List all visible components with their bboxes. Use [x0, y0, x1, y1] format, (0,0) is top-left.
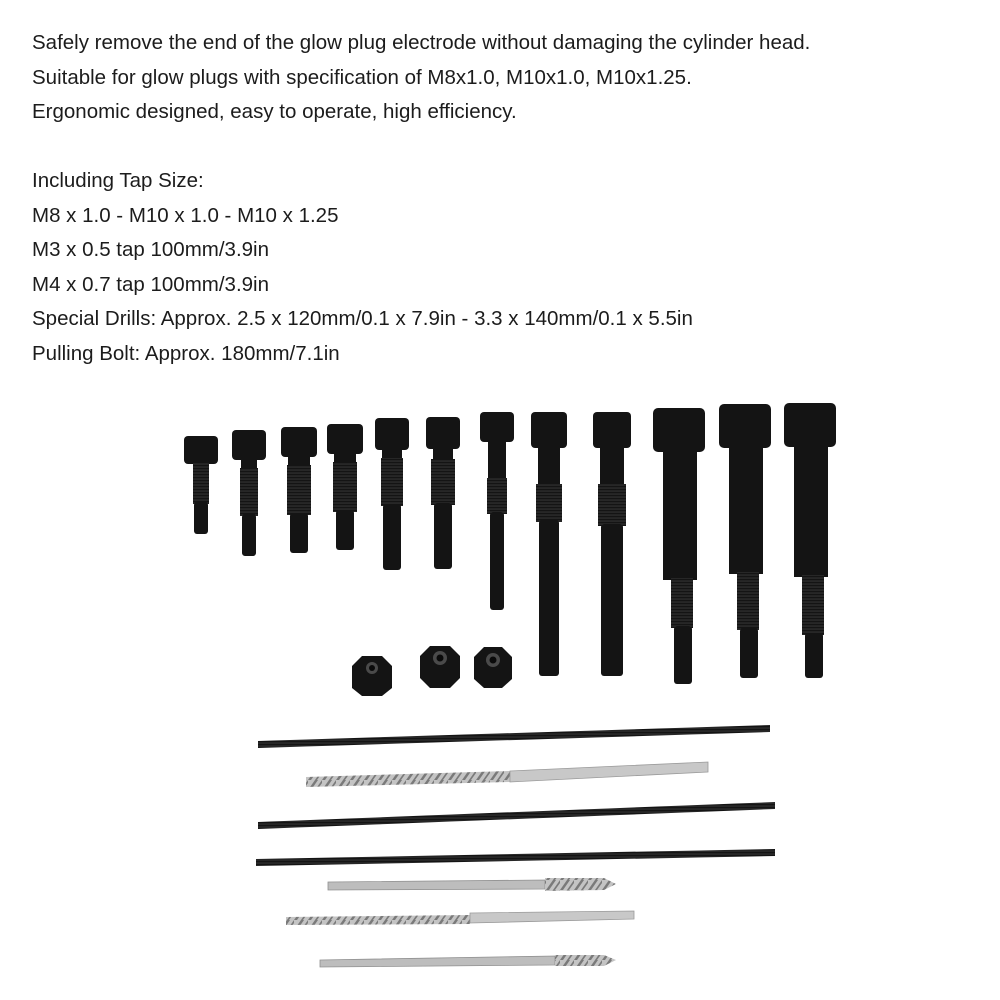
- extractor-bolt: [232, 430, 266, 556]
- description-line: Safely remove the end of the glow plug electrode without damaging the cylinder head.: [32, 31, 811, 54]
- pulling-bolt: [653, 408, 705, 684]
- spec-line: Special Drills: Approx. 2.5 x 120mm/0.1 x 7.9in - 3.3 x 140mm/0.1 x 5.5in: [32, 307, 693, 330]
- threaded-rod: [258, 802, 775, 829]
- product-description: [32, 26, 982, 371]
- threaded-rod: [258, 725, 770, 748]
- special-drill: [286, 911, 634, 925]
- extractor-bolt: [327, 424, 363, 550]
- extractor-bolt: [531, 412, 567, 676]
- tap: [328, 878, 616, 891]
- hex-nut: [474, 647, 512, 688]
- threaded-rod: [256, 849, 775, 866]
- spec-line: M8 x 1.0 - M10 x 1.0 - M10 x 1.25: [32, 203, 339, 227]
- specs-heading: Including Tap Size:: [32, 169, 204, 192]
- extractor-bolt: [593, 412, 631, 676]
- extractor-bolt: [480, 412, 514, 610]
- extractor-bolt: [426, 417, 460, 569]
- pulling-bolt: [784, 403, 836, 678]
- hex-nut: [352, 656, 392, 696]
- extractor-bolt: [375, 418, 409, 570]
- extractor-bolt: [281, 427, 317, 553]
- description-line: Suitable for glow plugs with specification of M8x1.0, M10x1.0, M10x1.25.: [32, 65, 692, 89]
- special-drill: [306, 762, 708, 787]
- hex-nut: [420, 646, 460, 688]
- spec-line: M4 x 0.7 tap 100mm/3.9in: [32, 272, 270, 296]
- spec-line: Pulling Bolt: Approx. 180mm/7.1in: [32, 341, 340, 365]
- tap: [320, 955, 616, 967]
- spec-line: M3 x 0.5 tap 100mm/3.9in: [32, 238, 270, 261]
- extractor-bolt: [184, 436, 218, 534]
- spacer: [32, 130, 982, 165]
- tool-kit-photo: [0, 380, 1000, 1000]
- pulling-bolt: [719, 404, 771, 678]
- description-line: Ergonomic designed, easy to operate, high efficiency.: [32, 100, 517, 123]
